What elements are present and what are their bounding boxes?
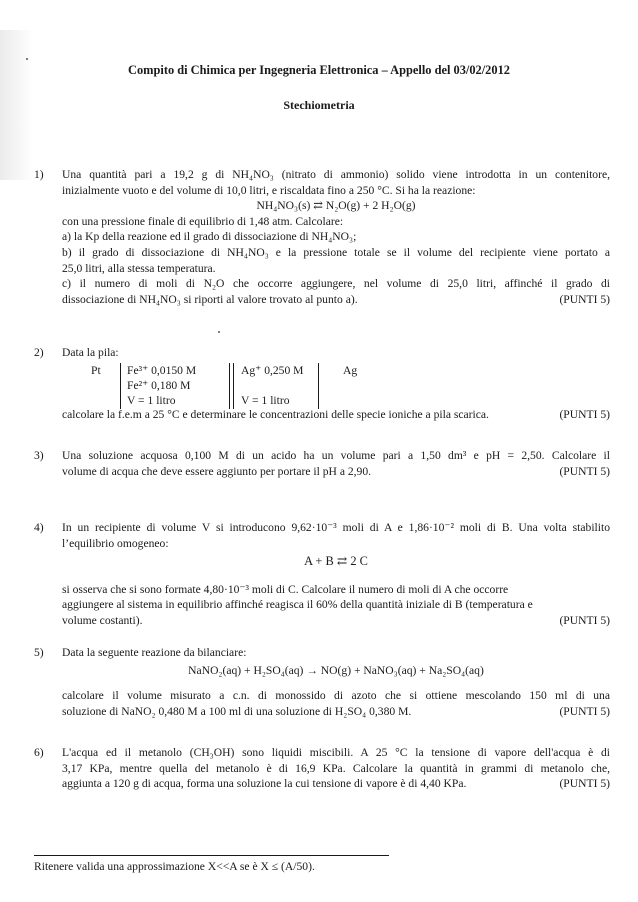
salt-bridge-line <box>233 363 234 409</box>
cell-ag: Ag <box>343 364 358 377</box>
question-5-line: calcolare il volume misurato a c.n. di monossido di azoto che si ottiene mescolando 150 ml di una <box>62 689 610 703</box>
section-title: Stechiometria <box>283 98 355 112</box>
cell-boundary <box>318 363 319 409</box>
salt-bridge-line <box>229 363 230 409</box>
question-1-number: 1) <box>34 168 44 181</box>
question-4: In un recipiente di volume V si introducono 9,62·10⁻³ moli di A e 1,86·10⁻² moli di B. Una volta stabilito l’equilibrio omogeneo: A + B ⇄ 2 C si osserva che si sono formate 4,80·10⁻³ moli di C. Calcolare il numero di moli di A che occorre aggiungere al sistema in equilibrio affinché reagisca il 60% della quantità iniziale di B (temperatura e volume costanti). (PUNTI 5) <box>62 521 610 627</box>
question-3-line: Una soluzione acquosa 0,100 M di un acido ha un volume pari a 1,50 dm³ e pH = 2,50. Calcolare il <box>62 449 610 462</box>
question-1 <box>62 167 610 307</box>
question-2-task: calcolare la f.e.m a 25 °C e determinare le concentrazioni delle specie ioniche a pila scarica. (PUNTI 5) <box>62 408 610 421</box>
points-label: (PUNTI 5) <box>559 464 610 478</box>
question-6-line: L'acqua ed il metanolo (CH₃OH) sono liquidi miscibili. A 25 °C la tensione di vapore dell'acqua è di <box>62 746 610 759</box>
footer-note: Ritenere valida una approssimazione X<<A se è X ≤ (A/50). <box>34 860 315 873</box>
points-label: (PUNTI 5) <box>559 408 610 421</box>
question-1-line: Una quantità pari a 19,2 g di NH₄NO₃ (nitrato di ammonio) solido viene introdotta in un contenitore, <box>62 168 610 181</box>
question-5-number: 5) <box>34 646 44 659</box>
scan-speck <box>218 331 220 333</box>
question-1-line: inizialmente vuoto e del volume di 10,0 litri, e riscaldata fino a 250 °C. Si ha la reazione: <box>62 183 476 197</box>
question-1-part-c: c) il numero di moli di N₂O che occorre aggiungere, nel volume di 25,0 litri, affinché il grado di <box>62 277 610 291</box>
cell-volume-left: V = 1 litro <box>127 394 176 407</box>
cell-fe3: Fe³⁺ 0,0150 M <box>127 364 197 377</box>
question-4-line: si osserva che si sono formate 4,80·10⁻³ moli di C. Calcolare il numero di moli di A che occorre <box>62 582 509 596</box>
question-4-reaction: A + B ⇄ 2 C <box>304 554 368 569</box>
page-title: Compito di Chimica per Ingegneria Elettronica – Appello del 03/02/2012 <box>128 63 510 77</box>
question-4-number: 4) <box>34 521 44 534</box>
footer-divider <box>34 855 389 856</box>
question-3: Una soluzione acquosa 0,100 M di un acido ha un volume pari a 1,50 dm³ e pH = 2,50. Calcolare il volume di acqua che deve essere aggiunto per portare il pH a 2,90. (PUNTI 5) <box>62 449 610 478</box>
question-2-number: 2) <box>34 346 44 359</box>
cell-boundary <box>120 363 121 409</box>
question-4-line: l’equilibrio omogeneo: <box>62 536 169 550</box>
cell-ag-ion: Ag⁺ 0,250 M <box>241 364 304 377</box>
points-label: (PUNTI 5) <box>559 292 610 306</box>
question-5-reaction: NaNO₂(aq) + H₂SO₄(aq) → NO(g) + NaNO₃(aq) + Na₂SO₄(aq) <box>188 663 484 677</box>
question-6-number: 6) <box>34 746 44 759</box>
question-6: L'acqua ed il metanolo (CH₃OH) sono liquidi miscibili. A 25 °C la tensione di vapore dell'acqua è di 3,17 KPa, mentre quella del metanolo è di 16,9 KPa. Calcolare la quantità in grammi di metanolo che, aggiunta a 120 g di acqua, forma una soluzione la cui tensione di vapore è di 4,40 KPa. (PUNTI 5) <box>62 746 610 791</box>
question-1-reaction: NH₄NO₃(s) ⇄ N₂O(g) + 2 H₂O(g) <box>256 199 416 213</box>
points-label: (PUNTI 5) <box>559 704 610 718</box>
question-6-line: 3,17 KPa, mentre quella del metanolo è di 16,9 KPa. Calcolare la quantità in grammi di metanolo che, <box>62 761 610 775</box>
question-5-line: Data la seguente reazione da bilanciare: <box>62 646 247 659</box>
question-4-line: In un recipiente di volume V si introducono 9,62·10⁻³ moli di A e 1,86·10⁻² moli di B. Una volta stabilito <box>62 521 610 534</box>
points-label: (PUNTI 5) <box>559 613 610 627</box>
question-1-part-b-cont: 25,0 litri, alla stessa temperatura. <box>62 261 216 275</box>
question-3-number: 3) <box>34 449 44 462</box>
question-2-intro: Data la pila: <box>62 346 119 359</box>
question-5: Data la seguente reazione da bilanciare: NaNO₂(aq) + H₂SO₄(aq) → NO(g) + NaNO₃(aq) + Na₂SO₄(aq) calcolare il volume misurato a c.n. di monossido di azoto che si ottiene mescolando 150 ml di una soluzione di NaNO₂ 0,480 M a 100 ml di una soluzione di H₂SO₄ 0,380 M. (PUNTI 5) <box>62 646 610 718</box>
cell-pt: Pt <box>91 364 101 377</box>
question-1-part-c-cont: dissociazione di NH₄NO₃ si riporti al valore trovato al punto a). (PUNTI 5) <box>62 292 610 306</box>
question-4-line: aggiungere al sistema in equilibrio affinché reagisca il 60% della quantità iniziale di B (temperatura e <box>62 598 533 612</box>
question-1-part-b: b) il grado di dissociazione di NH₄NO₃ e la pressione totale se il volume del recipiente viene portato a <box>62 245 610 259</box>
cell-fe2: Fe²⁺ 0,180 M <box>127 379 191 392</box>
question-1-part-a: a) la Kp della reazione ed il grado di dissociazione di NH₄NO₃; <box>62 230 357 244</box>
question-1-line: con una pressione finale di equilibrio di 1,48 atm. Calcolare: <box>62 214 344 228</box>
points-label: (PUNTI 5) <box>559 777 610 791</box>
scan-speck <box>26 58 28 60</box>
cell-volume-right: V = 1 litro <box>241 394 290 407</box>
